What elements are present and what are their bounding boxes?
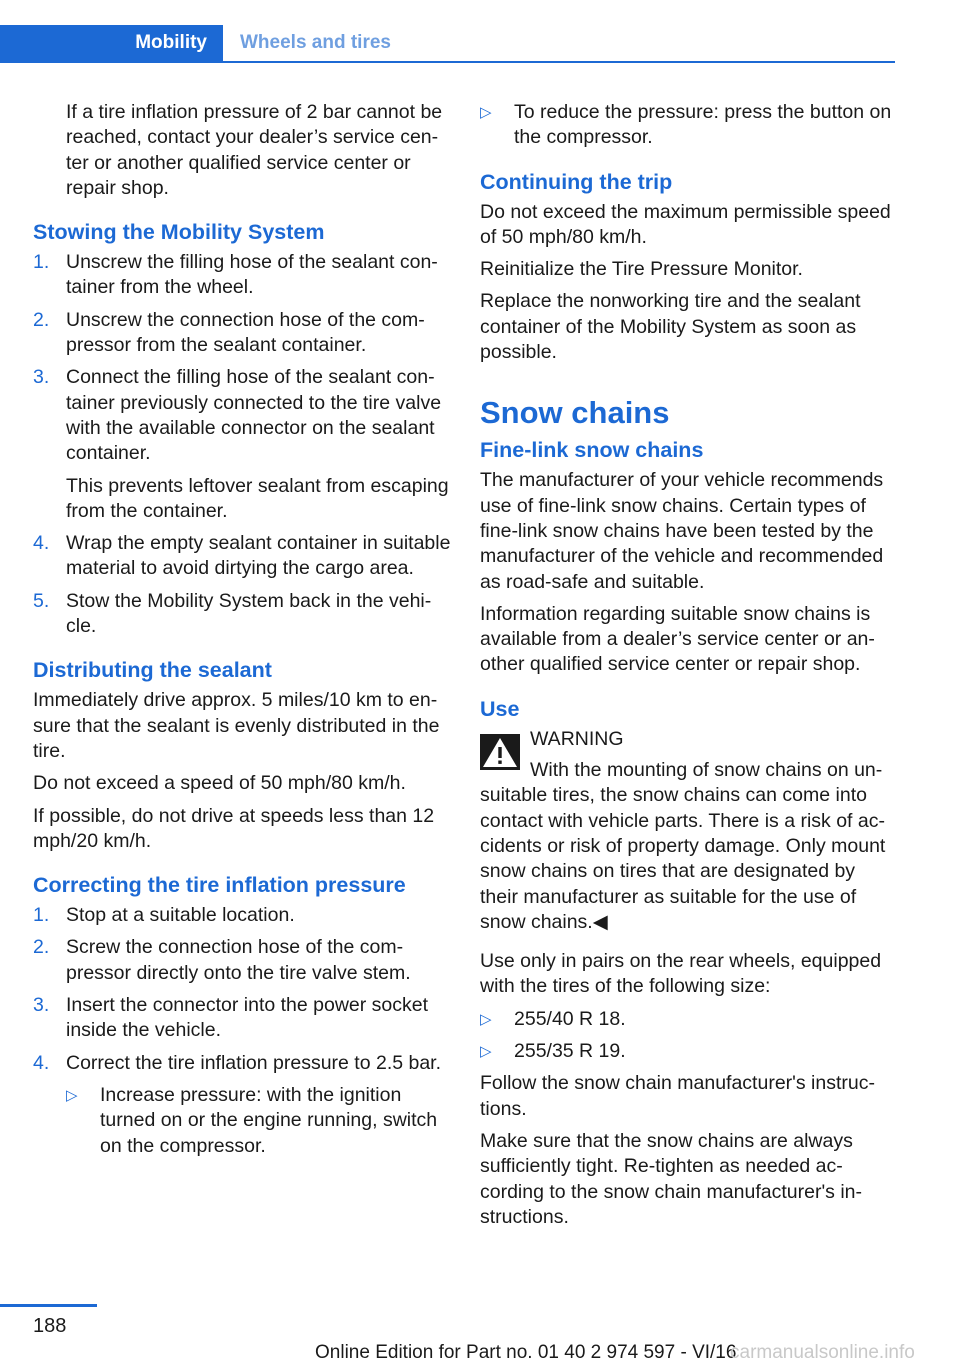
step-number: 1.: [33, 251, 50, 274]
bullet-text: Increase pressure: with the ignition turned on or the engine running, switch on the compressor.: [100, 1083, 438, 1157]
heading-use: Use: [480, 696, 520, 721]
tire-size-list: [480, 1007, 898, 1065]
list-item: [33, 903, 451, 928]
correcting-steps: [33, 903, 451, 1159]
edition-text: Online Edition for Part no. 01 40 2 974 597 - VI/16: [315, 1342, 737, 1363]
warning-triangle-icon: [480, 734, 520, 770]
paragraph: Follow the snow chain manufacturer's instructions.: [480, 1072, 875, 1120]
paragraph: The manufacturer of your vehicle recommends use of fine-link snow chains. Certain types of fine-link snow chains have been tested by the manufacturer of the vehicle and recommended as road-safe and suitable.: [480, 469, 884, 593]
step-text: Wrap the empty sealant container in suitable material to avoid dirtying the cargo area.: [66, 532, 451, 580]
step-text: Correct the tire inflation pressure to 2.5 bar.: [66, 1051, 442, 1074]
paragraph: Replace the nonworking tire and the sealant container of the Mobility System as soon as possible.: [480, 290, 861, 364]
step-text: Unscrew the filling hose of the sealant container from the wheel.: [66, 251, 438, 299]
heading-snow-chains: Snow chains: [480, 395, 670, 431]
triangle-bullet-icon: ▷: [480, 104, 492, 121]
paragraph: Make sure that the snow chains are always sufficiently tight. Re-tighten as needed according to the snow chain manufacturer's instructions.: [480, 1129, 863, 1228]
list-item: [33, 531, 451, 582]
step-number: 1.: [33, 904, 50, 927]
warning-text: With the mounting of snow chains on unsuitable tires, the snow chains can come into contact with vehicle parts. There is a risk of accidents or risk of property damage. Only mount snow chains on tires that are designated by their manufacturer as suitable for the use of snow chains.◀: [480, 759, 886, 933]
triangle-bullet-icon: ▷: [480, 1043, 492, 1061]
tab-mobility[interactable]: Mobility: [0, 25, 223, 61]
heading-distributing: Distributing the sealant: [33, 658, 272, 683]
header-tabbar: [0, 25, 895, 63]
step-number: 3.: [33, 994, 50, 1017]
paragraph: Information regarding suitable snow chains is available from a dealer’s service center or another qualified service center or repair shop.: [480, 602, 875, 676]
step-text: Unscrew the connection hose of the compressor from the sealant container.: [66, 308, 425, 357]
sub-bullet-list: [66, 1083, 451, 1159]
list-item: [33, 935, 451, 986]
paragraph: Immediately drive approx. 5 miles/10 km to ensure that the sealant is evenly distributed in the tire.: [33, 689, 440, 762]
list-item: [33, 589, 451, 640]
list-item: [33, 365, 451, 524]
list-item: [33, 993, 451, 1044]
step-text: Screw the connection hose of the compressor directly onto the tire valve stem.: [66, 936, 411, 984]
step-text: Connect the filling hose of the sealant container previously connected to the tire valve with the available connector on the sealant container.: [66, 366, 442, 465]
heading-fine-link: Fine-link snow chains: [480, 438, 704, 463]
step-number: 2.: [33, 308, 50, 331]
page-number: 188: [33, 1315, 67, 1337]
step-text: Stop at a suitable location.: [66, 904, 295, 927]
list-item: [480, 1007, 898, 1032]
list-item: [33, 250, 451, 301]
heading-continuing: Continuing the trip: [480, 169, 673, 194]
heading-stowing: Stowing the Mobility System: [33, 220, 325, 245]
list-item: [480, 100, 898, 151]
intro-paragraph: If a tire inflation pressure of 2 bar cannot be reached, contact your dealer’s service center or another qualified service center or repair shop.: [66, 101, 443, 199]
step-number: 5.: [33, 589, 50, 612]
step-number: 4.: [33, 532, 50, 555]
warning-label: WARNING: [530, 727, 624, 750]
paragraph: If possible, do not drive at speeds less than 12 mph/20 km/h.: [33, 804, 435, 852]
right-column: [480, 100, 898, 1237]
triangle-bullet-icon: ▷: [66, 1086, 78, 1104]
warning-block: [480, 727, 898, 752]
step-text: Stow the Mobility System back in the vehicle.: [66, 589, 432, 638]
list-item: [33, 308, 451, 359]
watermark: carmanualsonline.info: [730, 1342, 915, 1363]
stowing-steps: [33, 250, 451, 639]
paragraph: Reinitialize the Tire Pressure Monitor.: [480, 258, 803, 281]
step-note: This prevents leftover sealant from escaping from the container.: [66, 474, 449, 522]
paragraph: Do not exceed a speed of 50 mph/80 km/h.: [33, 772, 406, 795]
paragraph: Use only in pairs on the rear wheels, equipped with the tires of the following size:: [480, 950, 882, 998]
paragraph: Do not exceed the maximum permissible speed of 50 mph/80 km/h.: [480, 200, 891, 248]
footer-rule: [0, 1304, 97, 1307]
tab-wheels-and-tires[interactable]: Wheels and tires: [240, 32, 391, 53]
triangle-bullet-icon: ▷: [480, 1010, 492, 1028]
step-number: 2.: [33, 936, 50, 959]
step-number: 4.: [33, 1051, 50, 1074]
bullet-text: 255/40 R 18.: [514, 1007, 626, 1030]
left-column: [33, 100, 451, 1166]
step-number: 3.: [33, 366, 50, 389]
step-text: Insert the connector into the power socket inside the vehicle.: [66, 994, 429, 1042]
bullet-text: To reduce the pressure: press the button on the compressor.: [514, 101, 892, 149]
reduce-bullet-list: [480, 100, 898, 151]
list-item: [66, 1083, 451, 1159]
list-item: [33, 1051, 451, 1159]
heading-correcting: Correcting the tire inflation pressure: [33, 873, 406, 898]
list-item: [480, 1039, 898, 1064]
bullet-text: 255/35 R 19.: [514, 1040, 626, 1063]
